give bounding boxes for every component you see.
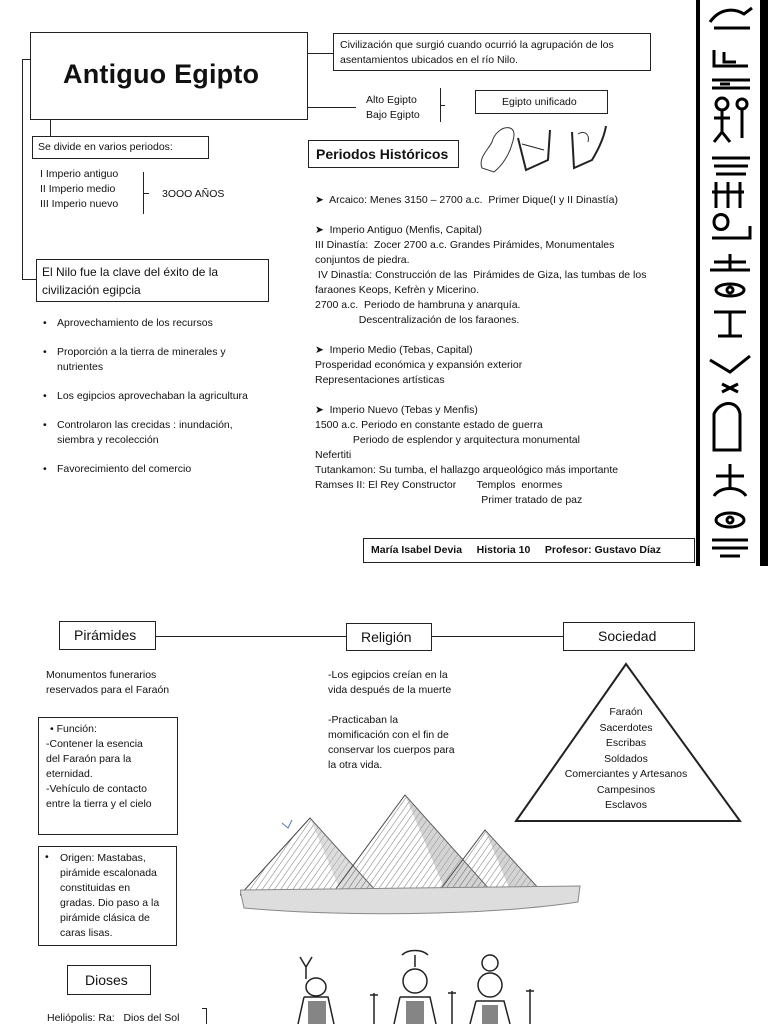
connector xyxy=(50,120,51,136)
society-level: Sacerdotes xyxy=(599,721,653,734)
text-line: Nefertiti xyxy=(315,449,352,461)
society-level: Comerciantes y Artesanos xyxy=(564,768,688,780)
unified-box xyxy=(475,90,608,114)
divide-box xyxy=(32,136,209,159)
text-line xyxy=(328,698,488,713)
text-line: entre la tierra y el cielo xyxy=(46,798,152,810)
page-title: Antiguo Egipto xyxy=(63,59,260,89)
text-line: • Función: xyxy=(50,723,97,735)
text-line: -Contener la esencia xyxy=(46,738,143,750)
text-line: Ramses II: El Rey Constructor Templos enormes xyxy=(315,479,563,491)
periodos-title-box xyxy=(308,140,459,168)
connector xyxy=(22,59,31,60)
text-line: Prosperidad económica y expansión exterior xyxy=(315,359,523,371)
text-line: 1500 a.c. Periodo en constante estado de guerra xyxy=(315,419,543,431)
text-line: Periodo de esplendor y arquitectura monumental xyxy=(315,434,580,446)
definition-box xyxy=(333,33,651,71)
sociedad-title-box xyxy=(563,622,695,651)
society-level: Soldados xyxy=(604,752,648,765)
text-line: caras lisas. xyxy=(60,927,113,939)
crowns-illustration xyxy=(474,120,614,178)
text-line: Origen: Mastabas, xyxy=(60,852,146,864)
title-box xyxy=(30,32,308,120)
nile-bullets xyxy=(40,316,270,491)
connector xyxy=(22,279,36,280)
society-level: Escribas xyxy=(605,737,647,749)
religion-text xyxy=(328,668,488,773)
society-level: Faraón xyxy=(609,706,643,718)
piramides-intro-1: Monumentos funerarios xyxy=(46,669,157,681)
unified-text: Egipto unificado xyxy=(502,96,577,108)
periodos-title: Periodos Históricos xyxy=(316,146,449,162)
list-item: • Aprovechamiento de los recursos xyxy=(40,316,270,331)
period-1: I Imperio antiguo xyxy=(40,168,119,180)
period-medio: ➤ Imperio Medio (Tebas, Capital) xyxy=(315,344,473,356)
text-line: Primer tratado de paz xyxy=(315,494,583,506)
text-line: la otra vida. xyxy=(328,759,383,771)
text-line: conservar los cuerpos para xyxy=(328,744,455,756)
footer-box xyxy=(363,538,695,563)
dioses-title-box xyxy=(67,965,151,995)
origen-bullet: • xyxy=(45,851,49,863)
list-item: • Favorecimiento del comercio xyxy=(40,462,270,477)
society-level: Esclavos xyxy=(604,799,647,811)
footer-text: María Isabel Devia Historia 10 Profesor: Gustavo Díaz xyxy=(371,544,662,556)
text-line: Tutankamon: Su tumba, el hallazgo arqueológico más importante xyxy=(315,464,619,476)
definition-text: Civilización que surgió cuando ocurrió la agrupación de los asentamientos ubicados en el río Nilo. xyxy=(340,39,614,66)
piramides-title: Pirámides xyxy=(74,627,137,643)
connector xyxy=(432,636,563,637)
text-line: eternidad. xyxy=(46,768,93,780)
hieroglyphs-icon xyxy=(700,0,760,566)
text-line: IV Dinastía: Construcción de las Pirámides de Giza, las tumbas de los xyxy=(315,269,647,281)
text-line: del Faraón para la xyxy=(46,753,132,765)
region-alto: Alto Egipto xyxy=(366,94,417,106)
period-antiguo: ➤ Imperio Antiguo (Menfis, Capital) xyxy=(315,224,482,236)
society-level: Campesinos xyxy=(596,783,656,796)
funcion-text xyxy=(46,722,176,812)
bracket xyxy=(206,1008,207,1024)
text-line: conjuntos de piedra. xyxy=(315,254,410,266)
pyramids-illustration xyxy=(240,790,585,925)
piramides-title-box xyxy=(59,621,156,650)
funcion-box xyxy=(38,717,178,835)
periodos-list xyxy=(315,193,693,508)
text-line: -Los egipcios creían en la xyxy=(328,669,448,681)
years-text: 3OOO AÑOS xyxy=(162,188,225,200)
religion-title-box xyxy=(346,623,432,651)
list-item: • Controlaron las crecidas : inundación, siembra y recolección xyxy=(40,418,270,448)
nile-box xyxy=(36,259,269,302)
sociedad-title: Sociedad xyxy=(598,628,657,644)
text-line: pirámide clásica de xyxy=(60,912,150,924)
connector xyxy=(308,53,333,54)
text-line: vida después de la muerte xyxy=(328,684,452,696)
region-bajo: Bajo Egipto xyxy=(366,109,420,121)
piramides-intro-2: reservados para el Faraón xyxy=(46,684,170,696)
text-line: momificación con el fin de xyxy=(328,729,449,741)
text-line: faraones Keops, Kefrèn y Micerino. xyxy=(315,284,480,296)
divide-text: Se divide en varios periodos: xyxy=(38,141,173,153)
text-line: 2700 a.c. Periodo de hambruna y anarquía. xyxy=(315,299,521,311)
connector xyxy=(156,636,346,637)
list-item: • Proporción a la tierra de minerales y nutrientes xyxy=(40,345,270,375)
period-3: III Imperio nuevo xyxy=(40,198,119,210)
period-2: II Imperio medio xyxy=(40,183,116,195)
text-line: -Vehículo de contacto xyxy=(46,783,147,795)
period-arcaico: ➤ Arcaico: Menes 3150 – 2700 a.c. Primer Dique(I y II Dinastía) xyxy=(315,194,618,206)
nile-text: El Nilo fue la clave del éxito de la civilización egipcia xyxy=(42,265,219,297)
text-line: III Dinastía: Zocer 2700 a.c. Grandes Pirámides, Monumentales xyxy=(315,239,615,251)
text-line: pirámide escalonada xyxy=(60,867,157,879)
connector xyxy=(22,59,23,279)
connector xyxy=(308,107,356,108)
origen-box xyxy=(38,846,177,946)
text-line: constituidas en xyxy=(60,882,131,894)
hieroglyph-strip xyxy=(696,0,768,566)
period-nuevo: ➤ Imperio Nuevo (Tebas y Menfis) xyxy=(315,404,478,416)
gods-illustration xyxy=(290,945,540,1024)
text-line: Descentralización de los faraones. xyxy=(315,314,520,326)
origen-text xyxy=(60,851,176,941)
text-line: gradas. Dio paso a la xyxy=(60,897,160,909)
text-line: Representaciones artísticas xyxy=(315,374,445,386)
bracket xyxy=(440,105,445,106)
religion-title: Religión xyxy=(361,629,412,645)
bracket xyxy=(143,193,149,194)
dioses-title: Dioses xyxy=(85,972,128,988)
text-line: -Practicaban la xyxy=(328,714,399,726)
list-item: • Los egipcios aprovechaban la agricultura xyxy=(40,389,270,404)
dioses-text: Heliópolis: Ra: Dios del Sol xyxy=(47,1012,180,1024)
